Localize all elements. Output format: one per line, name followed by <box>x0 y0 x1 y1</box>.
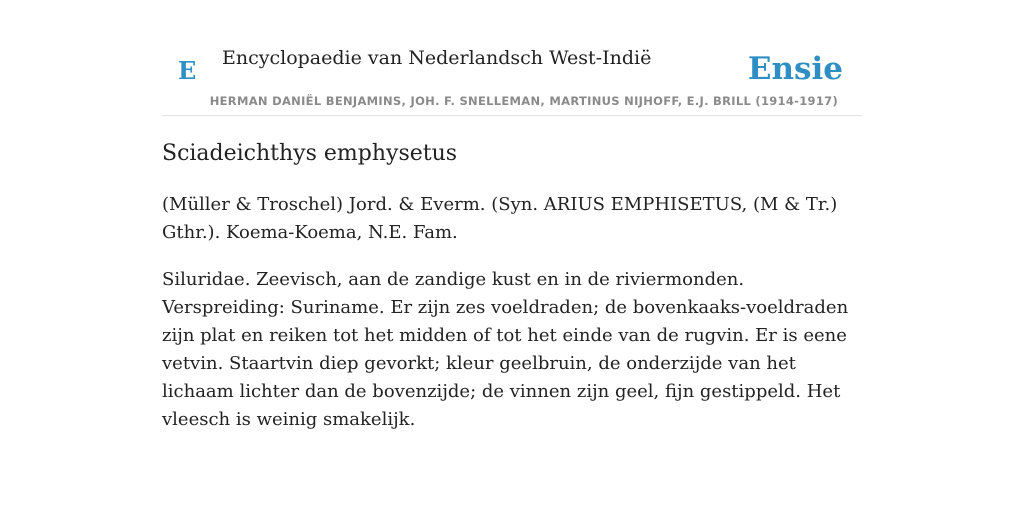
book-authors: HERMAN DANIËL BENJAMINS, JOH. F. SNELLEMAN, MARTINUS NIJHOFF, E.J. BRILL (1914-1917) <box>209 94 838 108</box>
entry-paragraph-1: (Müller & Troschel) Jord. & Everm. (Syn. ARIUS EMPHISETUS, (M & Tr.) Gthr.). Koema-Koema, N.E. Fam. <box>162 194 838 243</box>
ensie-brand-logo-link[interactable]: Ensie <box>747 51 843 87</box>
page-container <box>162 0 862 434</box>
entry-paragraph-2: Siluridae. Zeevisch, aan de zandige kust en in de riviermonden. Verspreiding: Suriname. Er zijn zes voeldraden; de bovenkaaks-voeldraden zijn plat en reiken tot het midden of tot het einde van de rugvin. Er is eene vetvin. Staartvin diep gevorkt; kleur geelbruin, de onderzijde van het lichaam lichter dan de bovenzijde; de vinnen zijn geel, fijn gestippeld. Het vleesch is weinig smakelijk. <box>162 269 849 430</box>
entry-title: Sciadeichthys emphysetus <box>162 141 458 166</box>
book-title-link[interactable]: Encyclopaedie van Nederlandsch West-Indië <box>222 47 652 69</box>
book-header <box>162 0 862 116</box>
book-logo-link[interactable]: E <box>178 56 197 85</box>
